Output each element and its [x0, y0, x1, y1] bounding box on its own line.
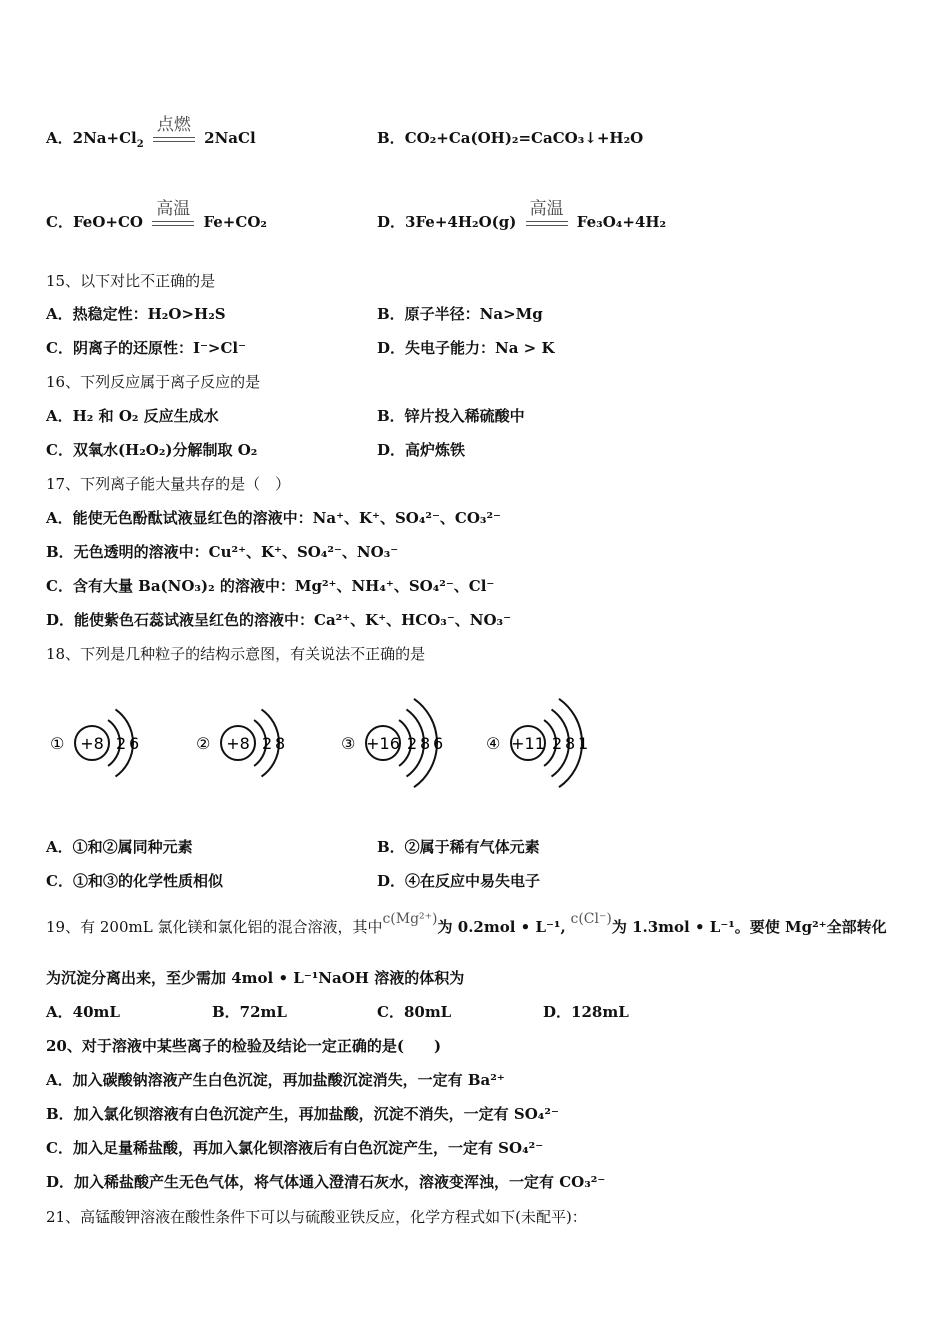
q20-option-b: B．加入氯化钡溶液有白色沉淀产生，再加盐酸，沉淀不消失，一定有 SO₄²⁻	[46, 1105, 559, 1123]
q19-option-c: C．80mL	[377, 1003, 452, 1021]
atom-number-label: ①	[50, 734, 65, 753]
q15-option-a: A．热稳定性：H₂O>H₂S	[46, 305, 226, 323]
q18-option-d: D．④在反应中易失电子	[377, 872, 541, 890]
nucleus-charge: +11	[511, 734, 545, 753]
atom-diagram	[48, 700, 158, 804]
q14-option-a: A．$2Na+Cl_2$ 点燃 2NaCl	[46, 115, 256, 150]
atom-diagram	[194, 700, 304, 804]
q19-stem: 19、有 200mL 氯化镁和氯化铝的混合溶液，其中c(Mg²⁺)为 0.2mol • L⁻¹, c(Cl⁻)为 1.3mol • L⁻¹。要使 Mg²⁺全部转化	[46, 911, 887, 936]
electron-count: 2	[262, 734, 273, 753]
q16-option-d: D．高炉炼铁	[377, 441, 466, 459]
q19-option-d: D．128mL	[543, 1003, 629, 1021]
q17-stem: 17、下列离子能大量共存的是（ ）	[46, 475, 291, 493]
q16-option-a: A．H₂ 和 O₂ 反应生成水	[46, 407, 219, 425]
q18-option-a: A．①和②属同种元素	[46, 838, 193, 856]
q15-option-b: B．原子半径：Na>Mg	[377, 305, 543, 323]
electron-count: 2	[116, 734, 127, 753]
atom-number-label: ④	[486, 734, 501, 753]
atom-number-label: ③	[341, 734, 356, 753]
atom-diagram	[339, 700, 449, 804]
concentration-mg: c(Mg²⁺)	[382, 911, 438, 927]
concentration-cl: c(Cl⁻)	[570, 911, 612, 927]
q18-option-b: B．②属于稀有气体元素	[377, 838, 540, 856]
q14-option-d: D．3Fe+4H₂O(g) 高温 Fe₃O₄+4H₂	[377, 199, 667, 231]
electron-count: 6	[433, 734, 444, 753]
q20-option-d: D．加入稀盐酸产生无色气体，将气体通入澄清石灰水，溶液变浑浊，一定有 CO₃²⁻	[46, 1173, 606, 1191]
q15-option-c: C．阴离子的还原性：I⁻>Cl⁻	[46, 339, 246, 357]
q18-stem: 18、下列是几种粒子的结构示意图，有关说法不正确的是	[46, 645, 426, 663]
q19-option-a: A．40mL	[46, 1003, 120, 1021]
q17-option-b: B．无色透明的溶液中：Cu²⁺、K⁺、SO₄²⁻、NO₃⁻	[46, 543, 399, 561]
q17-option-c: C．含有大量 Ba(NO₃)₂ 的溶液中：Mg²⁺、NH₄⁺、SO₄²⁻、Cl⁻	[46, 577, 495, 595]
electron-count: 2	[407, 734, 418, 753]
q17-option-a: A．能使无色酚酞试液显红色的溶液中：Na⁺、K⁺、SO₄²⁻、CO₃²⁻	[46, 509, 501, 527]
atom-number-label: ②	[196, 734, 211, 753]
q14-option-b: B．CO₂+Ca(OH)₂=CaCO₃↓+H₂O	[377, 129, 644, 147]
nucleus-charge: +8	[226, 734, 250, 753]
q20-option-a: A．加入碳酸钠溶液产生白色沉淀，再加盐酸沉淀消失，一定有 Ba²⁺	[46, 1071, 505, 1089]
electron-count: 8	[420, 734, 431, 753]
q17-option-d: D．能使紫色石蕊试液呈红色的溶液中：Ca²⁺、K⁺、HCO₃⁻、NO₃⁻	[46, 611, 512, 629]
q16-stem: 16、下列反应属于离子反应的是	[46, 373, 261, 391]
q19-option-b: B．72mL	[212, 1003, 287, 1021]
electron-count: 2	[552, 734, 563, 753]
q14-option-c: C．FeO+CO 高温 Fe+CO₂	[46, 199, 267, 231]
atom-diagram	[484, 700, 594, 804]
q16-option-b: B．锌片投入稀硫酸中	[377, 407, 525, 425]
q15-option-d: D．失电子能力：Na > K	[377, 339, 555, 357]
q16-option-c: C．双氧水(H₂O₂)分解制取 O₂	[46, 441, 258, 459]
q18-option-c: C．①和③的化学性质相似	[46, 872, 223, 890]
q20-stem: 20、对于溶液中某些离子的检验及结论一定正确的是( )	[46, 1037, 442, 1055]
nucleus-charge: +16	[366, 734, 400, 753]
nucleus-charge: +8	[80, 734, 104, 753]
electron-count: 1	[578, 734, 589, 753]
electron-count: 6	[129, 734, 140, 753]
q21-stem: 21、高锰酸钾溶液在酸性条件下可以与硫酸亚铁反应，化学方程式如下(未配平)：	[46, 1208, 587, 1226]
q20-option-c: C．加入足量稀盐酸，再加入氯化钡溶液后有白色沉淀产生，一定有 SO₄²⁻	[46, 1139, 544, 1157]
q19-stem-line2: 为沉淀分离出来，至少需加 4mol • L⁻¹NaOH 溶液的体积为	[46, 969, 465, 987]
q15-stem: 15、以下对比不正确的是	[46, 272, 216, 290]
electron-count: 8	[275, 734, 286, 753]
electron-count: 8	[565, 734, 576, 753]
